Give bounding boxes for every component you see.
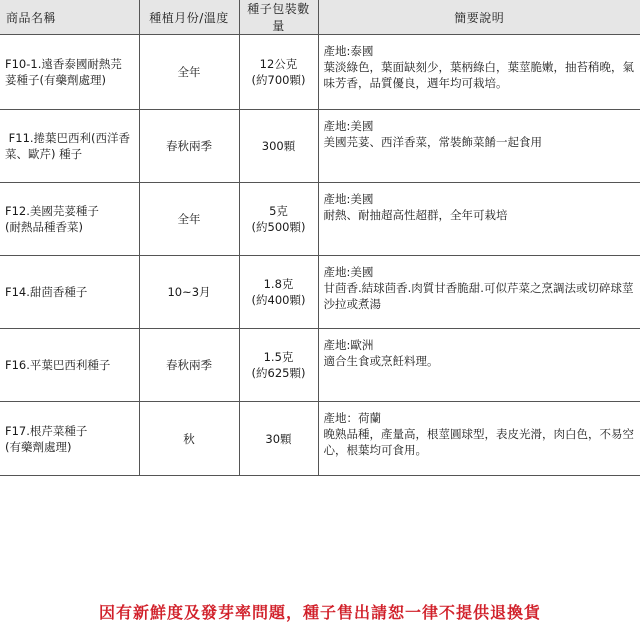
table-row — [0, 35, 640, 110]
pack-cell: 300顆 — [239, 110, 318, 183]
table-header-row — [0, 0, 640, 35]
header-planting-season: 種植月份/溫度 — [139, 0, 239, 35]
header-product-name: 商品名稱 — [0, 0, 139, 35]
season-cell: 春秋兩季 — [139, 110, 239, 183]
table-row — [0, 256, 640, 329]
description-origin: 產地:美國 — [323, 265, 374, 279]
description-origin: 產地:美國 — [323, 119, 374, 133]
table-row — [0, 183, 640, 256]
description-cell — [318, 35, 640, 110]
season-cell: 10~3月 — [139, 256, 239, 329]
table-row — [0, 402, 640, 476]
product-name-cell: F17.根芹菜種子 (有藥劑處理) — [0, 402, 139, 476]
product-name-cell: F12.美國芫荽種子 (耐熱品種香菜) — [0, 183, 139, 256]
header-description: 簡要說明 — [318, 0, 640, 35]
pack-cell: 30顆 — [239, 402, 318, 476]
product-name-cell: F16.平葉巴西利種子 — [0, 329, 139, 402]
description-origin: 產地:歐洲 — [323, 338, 374, 352]
description-text: 甘茴香.結球茴香.肉質甘香脆甜.可似芹菜之烹調法或切碎球莖沙拉或煮湯 — [323, 281, 634, 311]
table-row — [0, 329, 640, 402]
description-origin: 產地:泰國 — [323, 44, 374, 58]
product-name-cell: F11.捲葉巴西利(西洋香 菜、歐芹) 種子 — [0, 110, 139, 183]
season-cell: 秋 — [139, 402, 239, 476]
description-cell — [318, 402, 640, 476]
description-origin: 產地：荷蘭 — [323, 411, 381, 425]
product-name-cell: F14.甜茴香種子 — [0, 256, 139, 329]
pack-cell: 5克 (約500顆) — [239, 183, 318, 256]
no-return-notice: 因有新鮮度及發芽率問題，種子售出請恕一律不提供退換貨 — [98, 603, 541, 622]
description-text: 葉淡綠色，葉面缺刻少，葉柄綠白，葉莖脆嫩，抽苔稍晚，氣味芳香，品質優良，週年均可栽培。 — [323, 60, 634, 90]
description-cell — [318, 256, 640, 329]
table-row — [0, 110, 640, 183]
description-cell — [318, 110, 640, 183]
pack-cell: 12公克 (約700顆) — [239, 35, 318, 110]
description-text: 耐熱、耐抽超高性超群，全年可栽培 — [323, 208, 508, 222]
pack-cell: 1.5克 (約625顆) — [239, 329, 318, 402]
description-text: 美國芫荽、西洋香菜，常裝飾菜餚一起食用 — [323, 135, 542, 149]
header-package-quantity: 種子包裝數量 — [239, 0, 318, 35]
description-text: 晚熟品種，產量高，根莖圓球型，表皮光滑，肉白色，不易空心，根葉均可食用。 — [323, 427, 634, 457]
pack-cell: 1.8克 (約400顆) — [239, 256, 318, 329]
product-name-cell: F10-1.遠香泰國耐熱芫 荽種子(有藥劑處理) — [0, 35, 139, 110]
description-origin: 產地:美國 — [323, 192, 374, 206]
season-cell: 全年 — [139, 35, 239, 110]
description-cell — [318, 329, 640, 402]
description-text: 適合生食或烹飪料理。 — [323, 354, 439, 368]
season-cell: 春秋兩季 — [139, 329, 239, 402]
description-cell — [318, 183, 640, 256]
season-cell: 全年 — [139, 183, 239, 256]
